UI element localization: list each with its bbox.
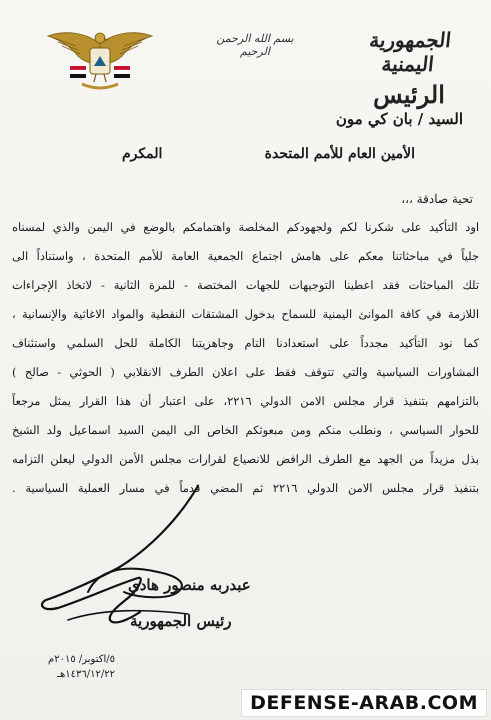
addressee-name: السيد / بان كي مون xyxy=(335,110,463,128)
body-line: تلك المباحثات فقد اعطينا التوجيهات للجهات المختصة - للمرة الثانية - لاتخاذ الإجراءات xyxy=(12,278,479,292)
body-line: جلياً في مباحثاتنا معكم على هامش اجتماع الجمعية العامة للأمم المتحدة ، واستناداً الى xyxy=(12,249,479,263)
date-block xyxy=(48,652,115,682)
addressee-honorific: المكرم xyxy=(122,146,163,162)
body-line: بذل مزيداً من الجهد مع الطرف الرافض للانصياع لقرارات مجلس الأمن الدولي ليعلن التزامه xyxy=(12,452,479,466)
watermark: DEFENSE-ARAB.COM xyxy=(241,689,487,717)
addressee-title: الأمين العام للأمم المتحدة xyxy=(264,146,415,162)
body-line: اود التأكيد على شكرنا لكم ولجهودكم المخلصة واهتمامكم بالوضع في اليمن والذي لمسناه xyxy=(12,220,479,234)
body-line: اللازمة في كافة الموانئ اليمنية للسماح بدخول المشتقات النفطية والمواد الاغاثية والإنسانية ، xyxy=(12,307,479,321)
letterhead-office: الرئيس xyxy=(373,80,445,109)
body-line: بتنفيذ قرار مجلس الامن الدولي ٢٢١٦ ثم المضي قدماً في مسار العملية السياسية . xyxy=(12,481,479,495)
signatory-name: عبدربه منصور هادي xyxy=(128,576,251,594)
letterhead xyxy=(339,28,479,109)
body-line: كما نود التأكيد مجدداً على استعدادنا التام وجاهزيتنا الكاملة للحل السلمي واستئناف xyxy=(12,336,479,350)
signatory-title: رئيس الجمهورية xyxy=(130,612,232,630)
date-hijri: ١٤٣٦/١٢/٢٢هـ xyxy=(57,669,116,680)
body-line: بالتزامهم بتنفيذ قرار مجلس الامن الدولي ٢٢١٦، على اعتبار أن هذا القرار يمثل مرجعاً xyxy=(12,394,479,408)
greeting: تحية صادقة ،،، xyxy=(401,192,473,206)
letterhead-country: الجمهورية اليمنية xyxy=(368,28,453,76)
basmala: بسم الله الرحمن الرحيم xyxy=(216,32,294,58)
eagle-emblem-icon xyxy=(46,26,154,98)
body-line: المشاورات السياسية والتي تتوقف فقط على اعلان الطرف الانقلابي ( الحوثي - صالح ) xyxy=(12,365,479,379)
body-line: للحوار السياسي ، ونطلب منكم ومن مبعوثكم الخاص الى اليمن السيد اسماعيل ولد الشيخ xyxy=(12,423,479,437)
date-gregorian: ٥/اكتوبر/ ٢٠١٥م xyxy=(48,654,116,665)
letter-body xyxy=(12,213,479,503)
